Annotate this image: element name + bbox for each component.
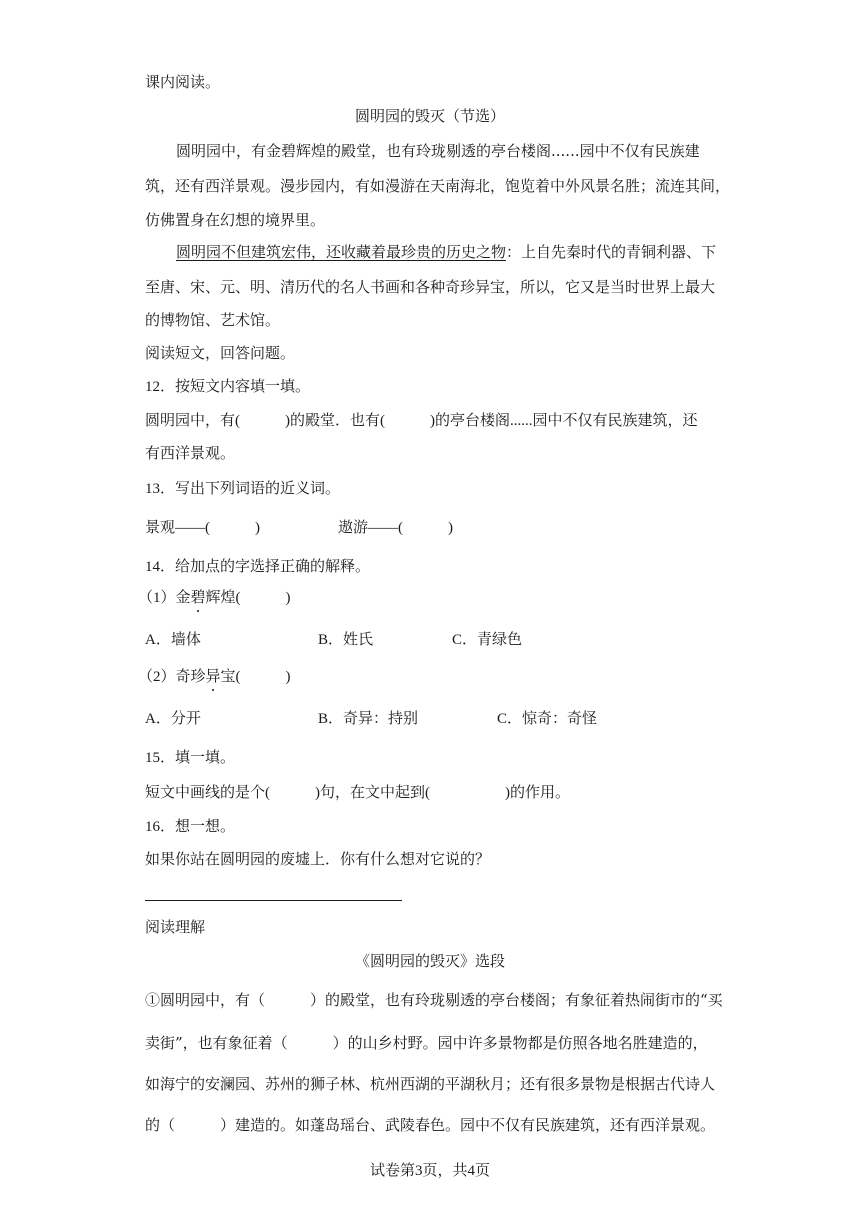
option-b: B．姓氏: [318, 632, 374, 648]
answer-line[interactable]: [145, 900, 402, 901]
dotted-char: 异: [205, 669, 221, 685]
question-16-line: 如果你站在圆明园的废墟上．你有什么想对它说的？: [145, 852, 491, 868]
option-c: C．青绿色: [452, 632, 523, 648]
instruction: 阅读短文，回答问题。: [145, 346, 296, 362]
option-b: B．奇异：持别: [318, 711, 419, 727]
question-14-sub2: [138, 667, 291, 687]
passage-line: 卖街”，也有象征着（ ）的山乡村野。园中许多景物都是仿照各地名胜建造的，: [145, 1034, 708, 1052]
section-heading: 课内阅读。: [145, 73, 221, 91]
passage-line: 的（ ）建造的。如蓬岛瑶台、武陵春色。园中不仅有民族建筑，还有西洋景观。: [145, 1116, 716, 1134]
page-footer: 试卷第3页，共4页: [369, 1163, 490, 1179]
question-14-sub1: [138, 588, 291, 608]
passage-line: 至唐、宋、元、明、清历代的名人书画和各种奇珍异宝，所以，它又是当时世界上最大: [145, 278, 716, 296]
passage-line: [176, 242, 716, 262]
passage-text: ：上自先秦时代的青铜利器、下: [506, 243, 717, 261]
question-16-label: 16．想一想。: [145, 819, 236, 835]
question-13-item: 遨游——( ): [338, 520, 453, 536]
passage-line: 仿佛置身在幻想的境界里。: [145, 211, 326, 229]
question-13-label: 13．写出下列词语的近义词。: [145, 481, 341, 497]
question-12-line: 有西洋景观。: [145, 446, 236, 462]
sub-text: 辉煌( ): [205, 590, 291, 606]
option-a: A．分开: [145, 711, 201, 727]
sub-text: （2）奇珍: [138, 669, 206, 685]
question-12-line: 圆明园中，有( )的殿堂．也有( )的亭台楼阁......园中不仅有民族建筑，还: [145, 413, 698, 429]
question-12-label: 12．按短文内容填一填。: [145, 379, 311, 395]
question-14-label: 14．给加点的字选择正确的解释。: [145, 559, 371, 575]
underlined-sentence: 圆明园不但建筑宏伟，还收藏着最珍贵的历史之物: [176, 243, 507, 261]
passage-line: 如海宁的安澜园、苏州的狮子林、杭州西湖的平湖秋月；还有很多景物是根据古代诗人: [145, 1075, 716, 1093]
passage-line: 圆明园中，有金碧辉煌的殿堂，也有玲珑剔透的亭台楼阁......园中不仅有民族建: [176, 142, 700, 160]
passage-line: 的博物馆、艺术馆。: [145, 311, 281, 329]
option-c: C．惊奇：奇怪: [497, 711, 598, 727]
passage-line: 筑，还有西洋景观。漫步园内，有如漫游在天南海北，饱览着中外风景名胜；流连其间，: [145, 177, 731, 195]
option-a: A．墙体: [145, 632, 201, 648]
passage-title: 圆明园的毁灭（节选）: [354, 107, 505, 125]
section-heading: 阅读理解: [145, 920, 206, 936]
passage-title: 《圆明园的毁灭》选段: [354, 952, 505, 970]
sub-text: （1）金: [138, 590, 191, 606]
passage-line: ①圆明园中，有（ ）的殿堂，也有玲珑剔透的亭台楼阁；有象征着热闹街市的“买: [145, 991, 723, 1009]
question-15-line: 短文中画线的是个( )句，在文中起到( )的作用。: [145, 785, 570, 801]
dotted-char: 碧: [190, 590, 206, 606]
sub-text: 宝( ): [220, 669, 291, 685]
question-13-item: 景观——( ): [145, 520, 260, 536]
question-15-label: 15．填一填。: [145, 750, 236, 766]
